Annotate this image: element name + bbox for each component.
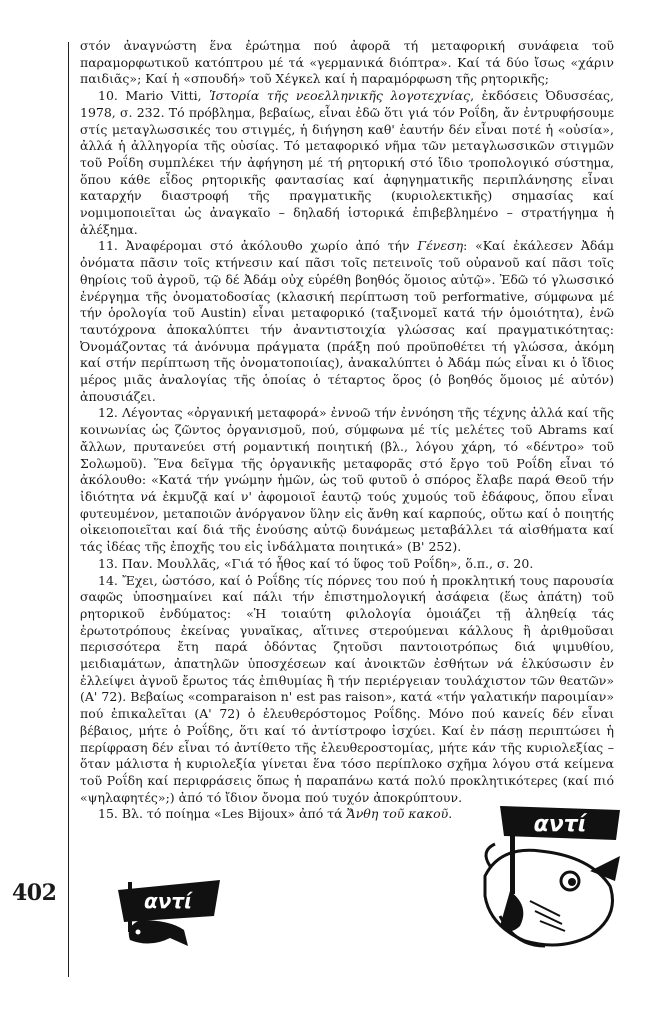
note-12: 12. Λέγοντας «ὀργανική μεταφορά» ἐννοῶ τήν ἐννόηση τῆς τέχνης ἀλλά καί τῆς κοινωνίας ὡς ζῶντος ὀργανισμοῦ, πού, σύμφωνα μέ τίς μελέτες τοῦ Abrams καί ἄλλων, πρυτανεύει στή ρομαντική ποιητική (βλ., λόγου χάρη, τό «δέντρο» τοῦ Σολωμοῦ). Ἕνα δεῖγμα τῆς ὀργανικῆς μεταφορᾶς στό ἔργο τοῦ Ροΐδη εἶναι τό ἀκόλουθο: «Κατά τήν γνώμην ἡμῶν, ὡς τοῦ φυτοῦ ὁ σπόρος ἔλαβε παρά Θεοῦ τήν ἰδιότητα νά ἐκμυζᾷ καί ν' ἀφομοιοῖ ἑαυτῷ τούς χυμούς τοῦ ἐδάφους, ὅπου εἶναι φυτευμένον, μεταποιῶν ἀνόργανον ὕλην εἰς ἄνθη καί καρπούς, οὕτω καί ὁ ποιητής οἰκειοποιεῖται καί διά τῆς ἑνούσης αὐτῷ δυνάμεως μεταβάλλει τά αἰσθήματα καί τάς ἰδέας τῆς ἐποχῆς του εἰς ἰνδάλματα ποιητικά» (Β' 252). — [80, 405, 614, 555]
anti-logo-flag — [110, 872, 235, 957]
logo-word-right: αντί — [533, 812, 587, 837]
anti-logo-bird — [470, 796, 630, 956]
note-10: 10. Mario Vitti, Ἱστορία τῆς νεοελληνικῆς λογοτεχνίας, ἐκδόσεις Ὀδυσσέας, 1978, σ. 232. Τό πρόβλημα, βεβαίως, εἶναι ἐδῶ ὅτι γιά τόν Ροΐδη, ἄν ἐντρυφήσουμε στίς μεταγλωσσικές του στιγμές, ἡ διήγηση καθ' ἑαυτήν δέν εἶναι ποτέ ἡ «οὐσία», ἀλλά ἡ ἀλληγορία τῆς οὐσίας. Τό μεταφορικό νῆμα τῶν μεταγλωσσικῶν στιγμῶν τοῦ Ροΐδη συμπλέκει τήν ἀφήγηση μέ τή ρητορική στό ἴδιο τροπολογικό σύστημα, ὅπου κάθε εἶδος ρητορικῆς φαντασίας καί ἀφηγηματικῆς περιπλάνησης εἶναι καταρχήν διαστροφή τῆς πραγματικῆς (κυριολεκτικῆς) σημασίας καί νομιμοποιεῖται ὡς ἀναγκαῖο – δηλαδή ἱστορικά ἐπιβεβλημένο – στρατήγημα ἡ ἀλέξημα. — [80, 88, 615, 237]
note-11: 11. Ἀναφέρομαι στό ἀκόλουθο χωρίο ἀπό τήν Γένεση: «Καί ἐκάλεσεν Ἀδάμ ὀνόματα πᾶσιν τοῖς κτήνεσιν καί πᾶσι τοῖς πετεινοῖς τοῦ οὐρανοῦ καί πᾶσι τοῖς θηρίοις τοῦ ἀγροῦ, τῷ δέ Ἀδάμ οὐχ εὑρέθη βοηθός ὅμοιος αὐτῷ». Ἐδῶ τό γλωσσικό ἐνέργημα τῆς ὀνοματοδοσίας (κλασική περίπτωση τοῦ performative, σύμφωνα μέ τήν ὁρολογία τοῦ Austin) εἶναι μεταφορικό (ταξινομεῖ κατά τήν ὁμοιότητα), ἐνῶ ταυτόχρονα ἀποκαλύπτει τήν ἀναντιστοιχία γλώσσας καί πραγματικότητας: Ὀνομάζοντας τά ἀνόνυμα πράγματα (πράξη πού προϋποθέτει τή γλώσσα, ἀκόμη καί στήν περίπτωση τῆς ὀνοματοποιίας), ἀνακαλύπτει ὁ Ἀδάμ πώς εἶναι κι ὁ ἴδιος μέρος μιᾶς ἀναλογίας τῆς ὁποίας ὁ τέταρτος ὅρος (ὁ βοηθός ὅμοιος μέ αὐτόν) ἀπουσιάζει. — [80, 238, 614, 404]
note-13: 13. Παν. Μουλλᾶς, «Γιά τό ἦθος καί τό ὕφος τοῦ Ροΐδη», ὅ.π., σ. 20. — [98, 555, 534, 571]
note-15: 15. Βλ. τό ποίημα «Les Bijoux» ἀπό τά Ἄνθη τοῦ κακοῦ. — [98, 806, 453, 822]
margin-rule — [68, 42, 69, 977]
note-14: 14. Ἔχει, ὡστόσο, καί ὁ Ροΐδης τίς πόρνες του πού ἡ προκλητική τους παρουσία σαφῶς ὑποσημαίνει καί πάλι τήν ἐπιστημολογική ἀσάφεια (ἕως ἀπάτη) τοῦ ρητορικοῦ ἐνδύματος: «Ἡ τοιαύτη φιλολογία ὁμοιάζει τῇ ἀληθείᾳ τάς ἐρωτοτρόπους ἐκείνας γυναῖκας, αἵτινες στερούμεναι κάλλους ἢ ἀριθμοῦσαι περισσότερα ἔτη παρά ὀδόντας ζητοῦσι παντοιοτρόπως διά ψιμυθίου, μειδιαμάτων, ἀπατηλῶν ὑποσχέσεων καί ἀνοικτῶν ἐσθήτων νά ἑλκύσωσιν ἐν ἐλλείψει ἀγνοῦ ἔρωτος τάς ἐπιθυμίας ἢ τήν περιέργειαν τουλάχιστον τῶν θεατῶν» (Α' 72). Βεβαίως «comparaison n' est pas raison», κατά «τήν γαλατικήν παροιμίαν» πού ἐπικαλεῖται (Α' 72) ὁ ἐλευθερόστομος Ροΐδης. Μόνο πού κανείς δέν εἶναι βέβαιος, μήτε ὁ Ροΐδης, ὅτι καί τό ἀντίστροφο ἰσχύει. Καί ἐν πάσῃ περιπτώσει ἡ περίφραση δέν εἶναι τό ἀντίθετο τῆς ἐλευθεροστομίας, μήτε κάν τῆς κυριολεξίας – ὅταν μάλιστα ἡ κυριολεξία γίνεται ἕνα τόσο περίπλοκο σχῆμα λόγου στά κείμενα τοῦ Ροΐδη καί περιφράσεις ὅπως ἡ παραπάνω κατά πολύ προκλητικότερες (καί πιό «ψηλαφητές»;) ἀπό τό ἴδιον ὄνομα πού τυχόν ἀποκρύπτουν. — [80, 572, 614, 805]
page-number: 402 — [12, 880, 57, 906]
note-continuation: στόν ἀναγνώστη ἕνα ἐρώτημα πού ἀφορᾶ τή μεταφορική συνάφεια τοῦ παραμορφωτικοῦ κατόπτρου μέ τά «γερμανικά διόπτρα». Καί τά δύο ἴσως «χάριν παιδιᾶς»; Καί ἡ «σπουδή» τοῦ Χέγκελ καί ἡ παραμόρφωση τῆς ρητορικῆς; — [80, 38, 614, 87]
endnotes-text — [80, 38, 614, 823]
logo-word-left: αντί — [144, 889, 192, 913]
